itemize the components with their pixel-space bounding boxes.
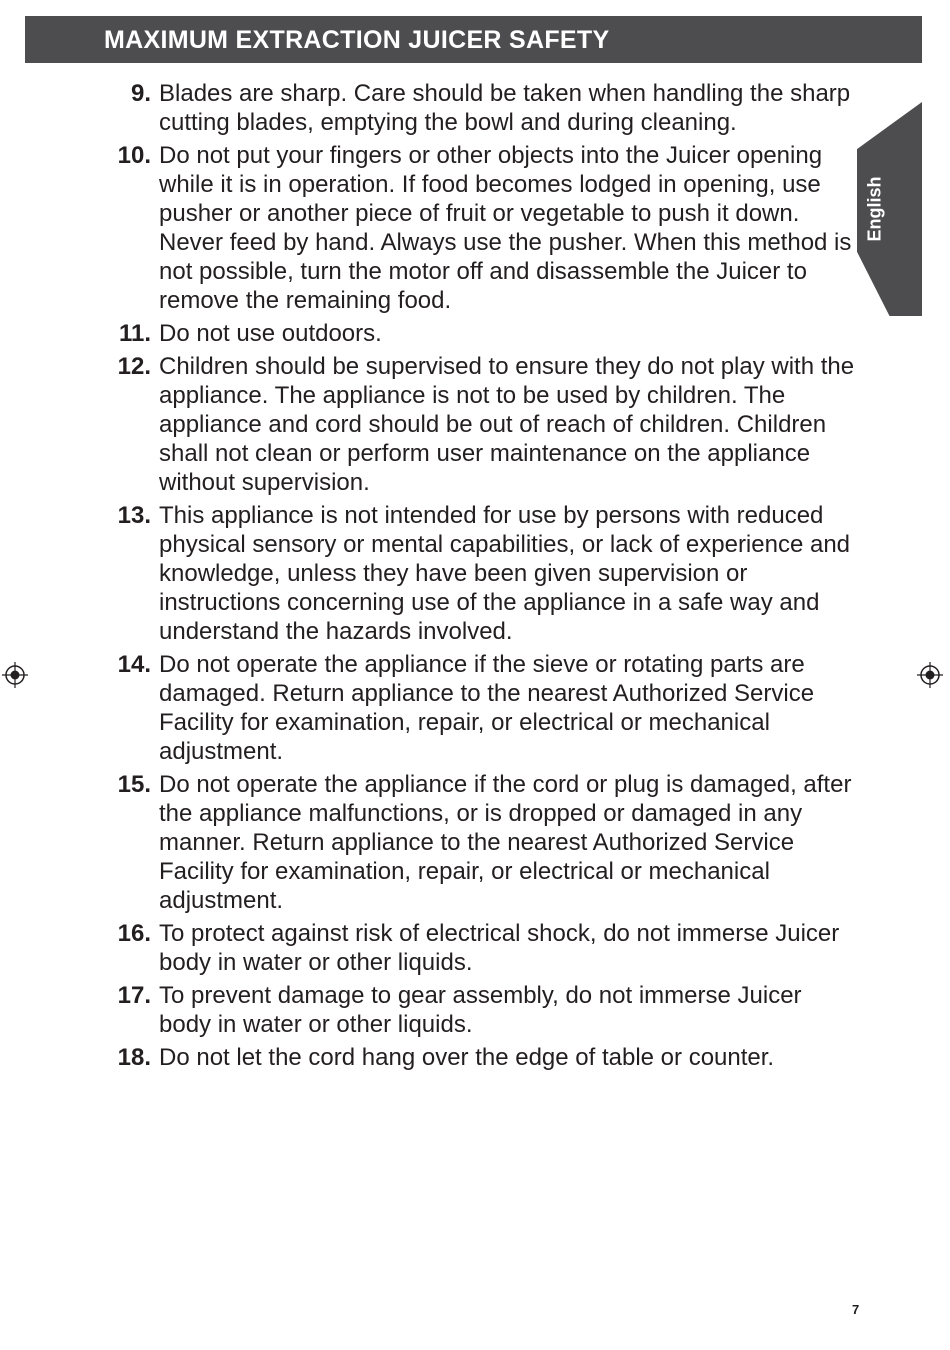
item-text: To protect against risk of electrical shock, do not immerse Juicer body in water or other liquids. xyxy=(159,920,840,976)
item-text: Blades are sharp. Care should be taken when handling the sharp cutting blades, emptying the bowl and during cleaning. xyxy=(159,80,851,136)
item-number: 13. xyxy=(117,502,151,529)
page-number: 7 xyxy=(852,1302,860,1317)
item-text: Do not use outdoors. xyxy=(159,320,382,347)
page-title: MAXIMUM EXTRACTION JUICER SAFETY xyxy=(104,26,610,54)
list-item xyxy=(96,501,856,646)
item-number: 10. xyxy=(117,142,151,169)
item-number: 15. xyxy=(117,771,151,798)
list-item xyxy=(96,352,856,497)
list-item xyxy=(96,141,856,315)
registration-mark-icon xyxy=(917,662,943,688)
list-item xyxy=(96,1043,856,1072)
item-number: 9. xyxy=(130,80,151,107)
list-item xyxy=(96,919,856,977)
item-text: Do not operate the appliance if the sieve or rotating parts are damaged. Return appliance to the nearest Authorized Service Facility for examination, repair, or electrical or mechanical adjustment. xyxy=(159,651,815,765)
item-text: Do not operate the appliance if the cord or plug is damaged, after the appliance malfunctions, or is dropped or damaged in any manner. Return appliance to the nearest Authorized Service Facility for examination, repair, or electrical or mechanical adjustment. xyxy=(159,771,852,914)
item-number: 18. xyxy=(117,1044,151,1071)
list-item xyxy=(96,770,856,915)
item-text: To prevent damage to gear assembly, do not immerse Juicer body in water or other liquids. xyxy=(159,982,802,1038)
safety-instructions-list xyxy=(96,79,856,1076)
list-item xyxy=(96,650,856,766)
item-number: 12. xyxy=(117,353,151,380)
list-item xyxy=(96,79,856,137)
item-number: 14. xyxy=(117,651,151,678)
item-text: Do not let the cord hang over the edge of table or counter. xyxy=(159,1044,775,1071)
item-text: This appliance is not intended for use by persons with reduced physical sensory or mental capabilities, or lack of experience and knowledge, unless they have been given supervision or instructions concerning use of the appliance in a safe way and understand the hazards involved. xyxy=(159,502,851,645)
item-text: Children should be supervised to ensure they do not play with the appliance. The appliance is not to be used by children. The appliance and cord should be out of reach of children. Children shall not clean or perform user maintenance on the appliance without supervision. xyxy=(159,353,855,496)
list-item xyxy=(96,319,856,348)
item-number: 16. xyxy=(117,920,151,947)
item-number: 11. xyxy=(118,320,151,347)
registration-mark-icon xyxy=(2,662,28,688)
item-number: 17. xyxy=(117,982,151,1009)
list-item xyxy=(96,981,856,1039)
item-text: Do not put your fingers or other objects into the Juicer opening while it is in operation. If food becomes lodged in opening, use pusher or another piece of fruit or vegetable to push it down. Never feed by hand. Always use the pusher. When this method is not possible, turn the motor off and disassemble the Juicer to remove the remaining food. xyxy=(159,142,852,314)
language-tab-label: English xyxy=(864,176,885,242)
